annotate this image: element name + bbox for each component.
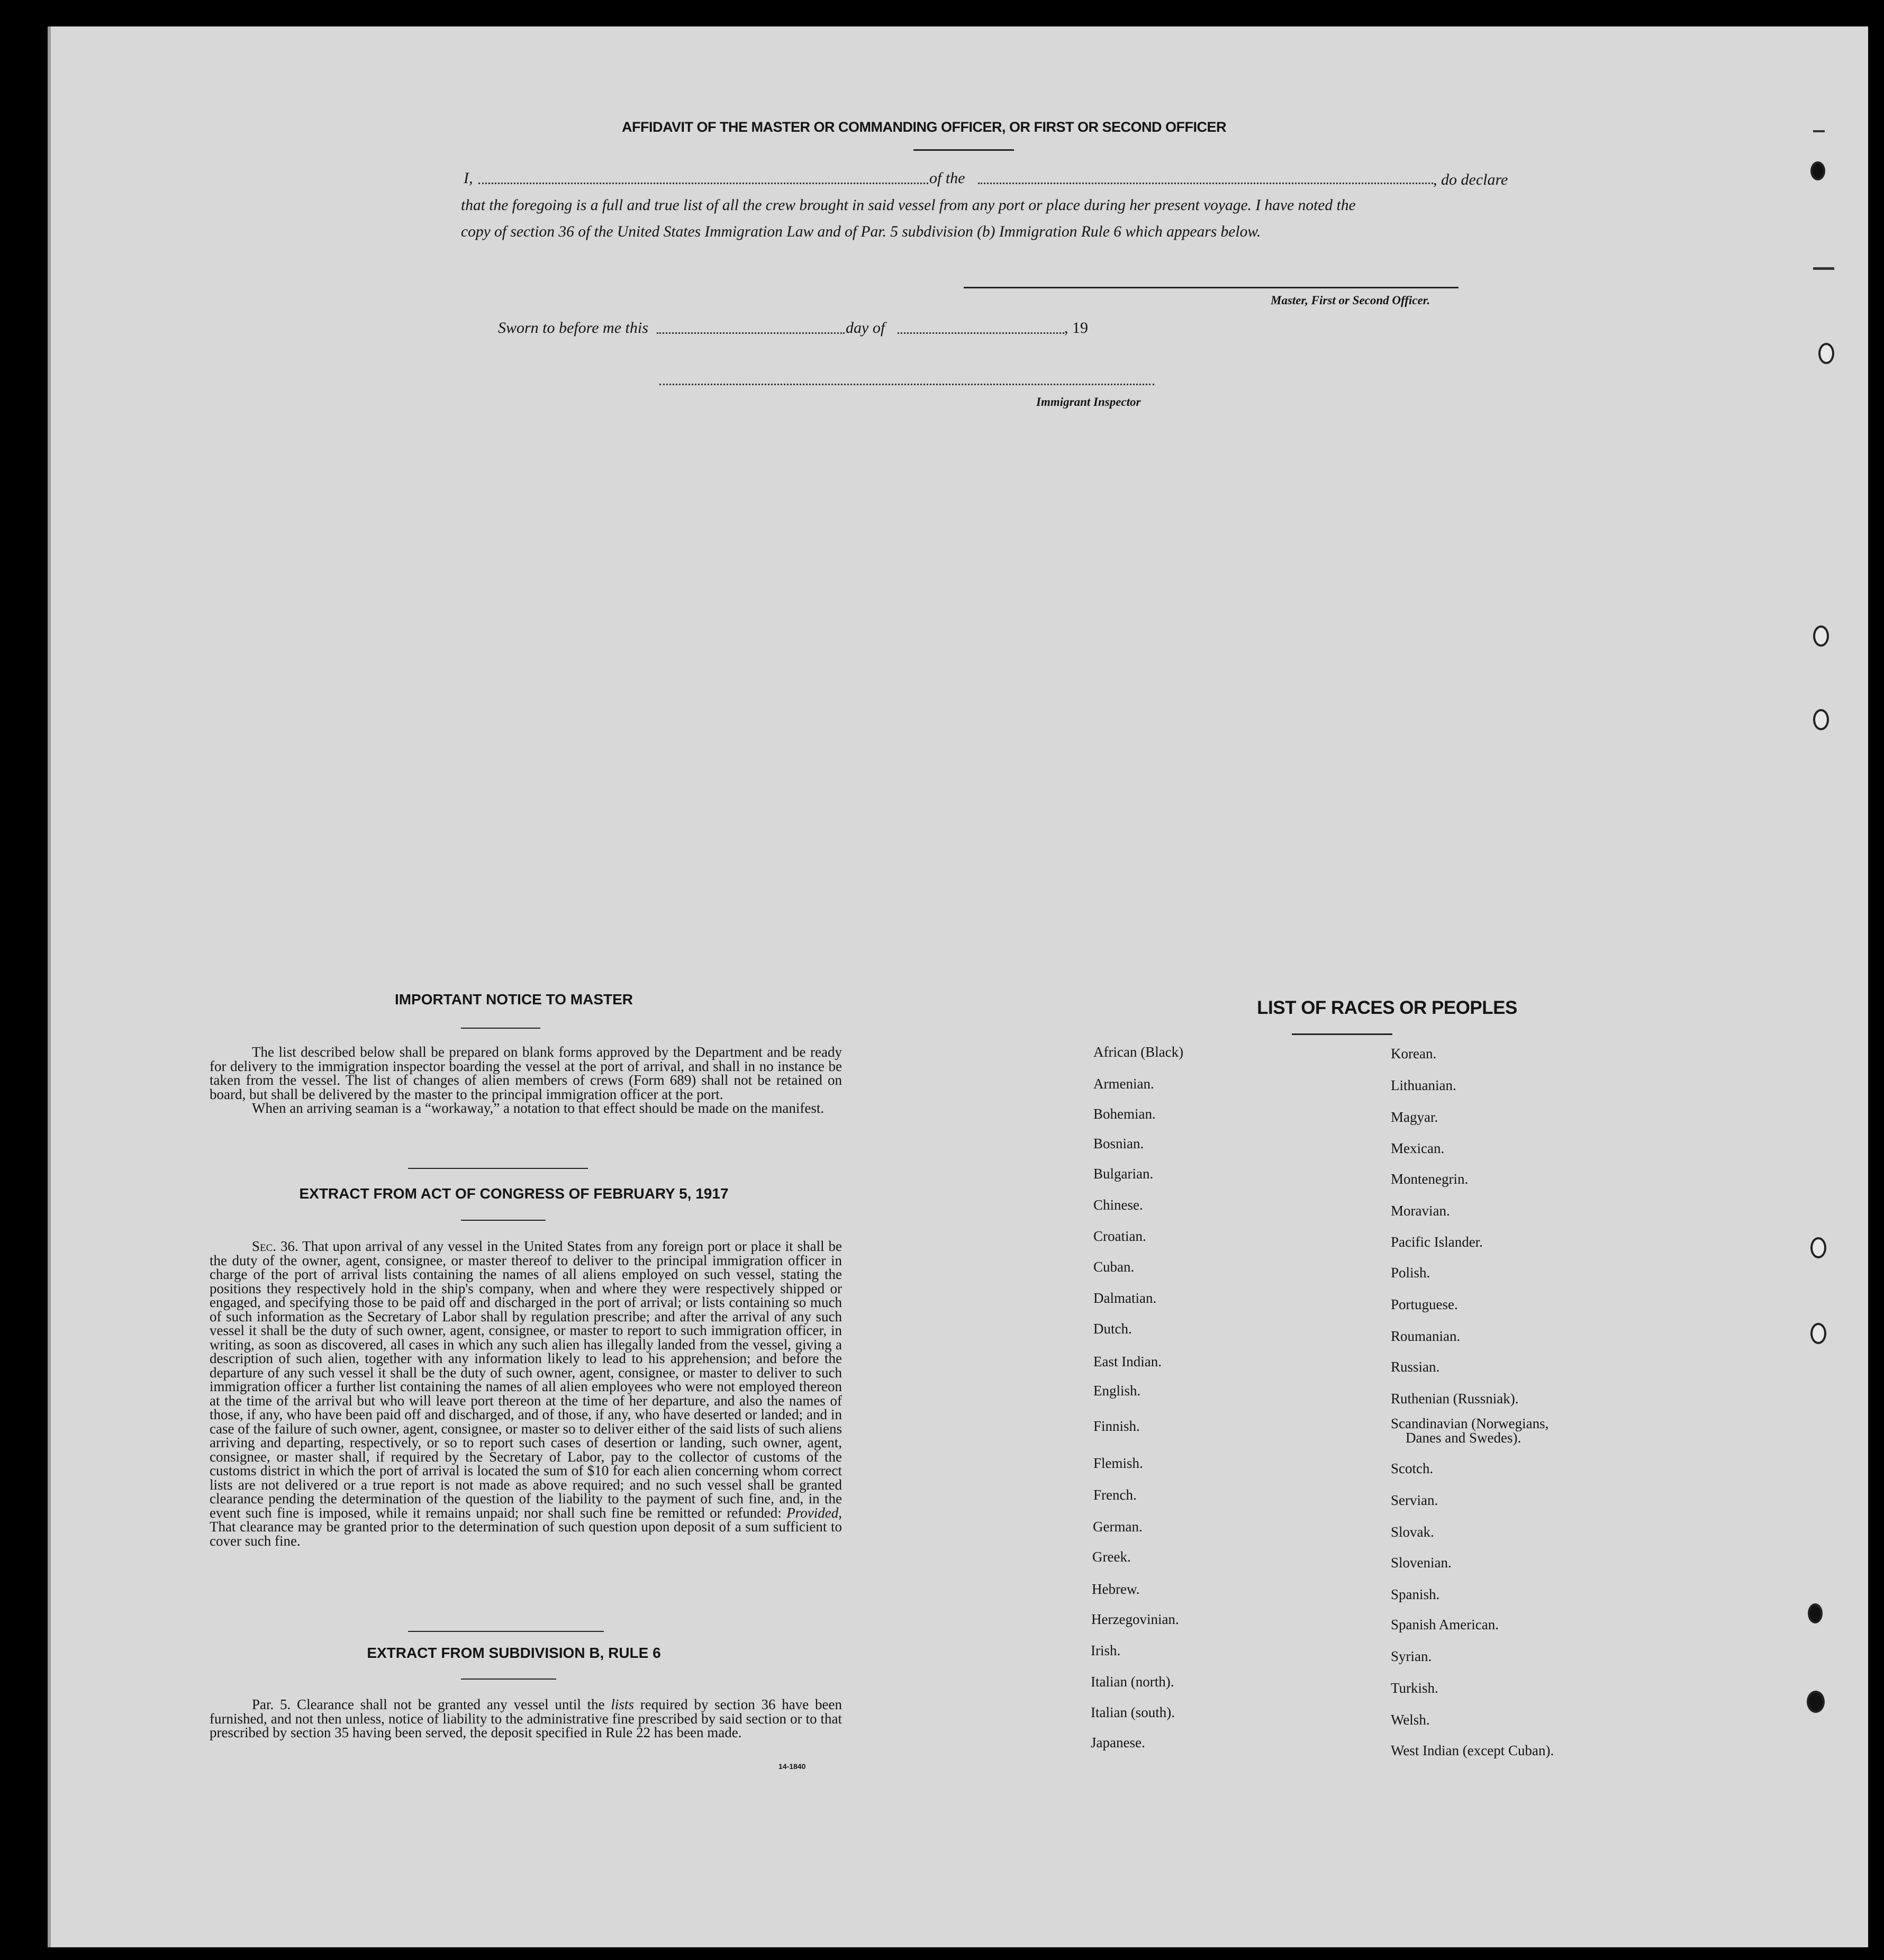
- notice-divider: [408, 1168, 588, 1169]
- race-item: Greek.: [1092, 1549, 1131, 1565]
- sworn-month-blank: [898, 332, 1064, 334]
- race-item: African (Black): [1093, 1044, 1184, 1060]
- race-item: Russian.: [1391, 1359, 1440, 1375]
- rule-text-a: Par. 5. Clearance shall not be granted any vessel until the: [252, 1696, 605, 1712]
- race-item: Dutch.: [1093, 1321, 1132, 1337]
- year-label: , 19: [1064, 319, 1088, 337]
- race-item: Dalmatian.: [1093, 1290, 1157, 1306]
- race-item: Roumanian.: [1391, 1328, 1461, 1344]
- race-item: Japanese.: [1091, 1735, 1145, 1750]
- race-item: Cuban.: [1093, 1259, 1135, 1275]
- do-declare-label: , do declare: [1433, 171, 1508, 188]
- race-item: Portuguese.: [1391, 1296, 1458, 1312]
- race-item: Spanish.: [1391, 1586, 1440, 1602]
- act-rule: [461, 1220, 546, 1221]
- rule-title: EXTRACT FROM SUBDIVISION B, RULE 6: [367, 1645, 661, 1661]
- rule-body: [210, 1698, 842, 1740]
- rule-rule: [461, 1678, 556, 1680]
- race-item: East Indian.: [1093, 1354, 1162, 1369]
- notice-rule: [461, 1028, 540, 1029]
- vessel-blank: [978, 183, 1433, 184]
- of-the-label: of the: [929, 169, 965, 187]
- day-of-label: day of: [846, 319, 885, 337]
- race-item: English.: [1093, 1383, 1141, 1399]
- inspector-signature-line: [659, 384, 1154, 385]
- binder-hole: [1808, 1603, 1823, 1623]
- affidavit-line-1: [464, 169, 473, 187]
- binder-hole: [1813, 709, 1829, 730]
- race-item: Bohemian.: [1093, 1106, 1156, 1122]
- race-item: Chinese.: [1093, 1197, 1143, 1213]
- race-item: Turkish.: [1391, 1680, 1438, 1696]
- race-item: Scotch.: [1391, 1460, 1434, 1476]
- race-item: Croatian.: [1093, 1228, 1146, 1244]
- race-item: Herzegovinian.: [1091, 1611, 1179, 1627]
- race-item: Servian.: [1391, 1492, 1438, 1508]
- race-item: Bosnian.: [1093, 1136, 1144, 1151]
- lists-word: lists: [611, 1696, 634, 1712]
- race-item: Irish.: [1091, 1643, 1121, 1658]
- document-page: [48, 26, 1868, 1947]
- race-item: Armenian.: [1093, 1076, 1154, 1092]
- races-title: LIST OF RACES OR PEOPLES: [1257, 997, 1517, 1018]
- notice-paragraph-1: The list described below shall be prepared on blank forms approved by the Department and be ready for delivery to the immigration inspector boarding the vessel at the port of arrival, and shall in no instance be taken from the vessel. The list of changes of alien members of crews (Form 689) shall not be retained on board, but shall be delivered by the master to the principal immigration officer at the port.: [210, 1044, 842, 1102]
- binder-hole: [1807, 1691, 1825, 1713]
- signature-label: Master, First or Second Officer.: [1271, 294, 1430, 307]
- races-rule: [1292, 1033, 1392, 1035]
- act-text-end: That clearance may be granted prior to the determination of such question upon deposit of a sum sufficient to cover such fine.: [210, 1519, 842, 1549]
- rule-paragraph: [210, 1698, 842, 1740]
- name-blank: [478, 183, 928, 184]
- race-item: Pacific Islander.: [1391, 1234, 1483, 1250]
- binder-hole: [1813, 625, 1829, 647]
- notice-body: [210, 1045, 842, 1115]
- race-item: Polish.: [1391, 1265, 1430, 1281]
- act-text: That upon arrival of any vessel in the United States from any foreign port or place it shall be the duty of the owner, agent, consignee, or master thereof to deliver to the principal immigration officer in charge of the port of arrival lists containing the names of all aliens employed on such vessel, stating the positions they respectively hold in the ship's company, when and where they were respectively shipped or engaged, and specifying those to be paid off and discharged in the port of arrival; or lists containing so much of such information as the Secretary of Labor shall by regulation prescribe; and after the arrival of any such vessel it shall be the duty of such owner, agent, consignee, or master to report to such immigration officer, in writing, as soon as discovered, all cases in which any such alien has illegally landed from the vessel, giving a description of such alien, together with any information likely to lead to his apprehension; and before the departure of any such vessel it shall be the duty of such owner, agent, consignee, or master to deliver to such immigration officer a further list containing the names of all alien employees who were not employed thereon at the time of the arrival but who will leave port thereon at the time of her departure, and also the names of those, if any, who have been paid off and discharged, and of those, if any, who have deserted or landed; and in case of the failure of such owner, agent, consignee, or master so to deliver either of the said lists of such aliens arriving and departing, respectively, or so to report such cases of desertion or landing, such owner, agent, consignee, or master shall, if required by the Secretary of Labor, pay to the collector of customs of the customs district in which the port of arrival is located the sum of $10 for each alien concerning whom correct lists are not delivered or a true report is not made as above required; and no such vessel shall be granted clearance pending the determination of the question of the liability to the payment of such fine, and, in the event such fine is imposed, while it remains unpaid; nor shall such fine be remitted or refunded:: [210, 1238, 842, 1521]
- notice-paragraph-2: When an arriving seaman is a “workaway,” a notation to that effect should be made on the manifest.: [252, 1100, 825, 1116]
- race-item: West Indian (except Cuban).: [1391, 1743, 1554, 1758]
- affidavit-title: AFFIDAVIT OF THE MASTER OR COMMANDING OFFICER, OR FIRST OR SECOND OFFICER: [622, 119, 1226, 135]
- signature-line: [964, 287, 1459, 288]
- race-item: Montenegrin.: [1391, 1171, 1469, 1187]
- inspector-label: Immigrant Inspector: [1036, 395, 1141, 409]
- sworn-day-blank: [657, 332, 845, 334]
- binder-hole: [1810, 1323, 1826, 1344]
- affidavit-title-rule: [913, 149, 1014, 151]
- rule-text-b: required by section 36 have been furnished, and not then unless, notice of liability to the administrative fine prescribed by said section or to that prescribed by section 35 having been served, the deposit specified in Rule 22 has been made.: [210, 1696, 842, 1740]
- act-title: EXTRACT FROM ACT OF CONGRESS OF FEBRUARY 5, 1917: [299, 1185, 729, 1202]
- race-item: Lithuanian.: [1391, 1077, 1456, 1093]
- race-item: Danes and Swedes).: [1406, 1430, 1521, 1446]
- race-item: Korean.: [1391, 1046, 1437, 1061]
- race-item: German.: [1093, 1519, 1143, 1535]
- sec-label: Sec. 36.: [252, 1238, 298, 1254]
- binder-hole: [1810, 1237, 1826, 1258]
- binder-hole: [1818, 343, 1834, 364]
- race-item: Scandinavian (Norwegians,: [1391, 1415, 1549, 1431]
- race-item: Hebrew.: [1092, 1581, 1140, 1597]
- act-divider: [408, 1631, 604, 1632]
- edge-mark: [1813, 267, 1834, 270]
- race-item: Ruthenian (Russniak).: [1391, 1391, 1519, 1407]
- race-item: Magyar.: [1391, 1109, 1438, 1125]
- race-item: Mexican.: [1391, 1140, 1445, 1156]
- notice-title: IMPORTANT NOTICE TO MASTER: [394, 991, 633, 1008]
- race-item: Syrian.: [1391, 1648, 1432, 1664]
- affidavit-line-3: copy of section 36 of the United States Immigration Law and of Par. 5 subdivision (b) Immigration Rule 6 which appears below.: [461, 223, 1261, 240]
- race-item: Italian (north).: [1091, 1674, 1174, 1690]
- race-item: Italian (south).: [1091, 1704, 1175, 1720]
- race-item: Spanish American.: [1391, 1617, 1499, 1632]
- edge-mark: [1813, 130, 1825, 132]
- race-item: Bulgarian.: [1093, 1166, 1154, 1182]
- i-label: I,: [464, 169, 473, 187]
- race-item: Flemish.: [1093, 1455, 1143, 1471]
- binder-hole: [1810, 161, 1825, 180]
- race-item: Finnish.: [1093, 1418, 1140, 1434]
- provided-word: Provided,: [786, 1504, 842, 1521]
- act-body: [210, 1239, 842, 1548]
- race-item: French.: [1093, 1487, 1137, 1503]
- race-item: Slovak.: [1391, 1524, 1434, 1540]
- affidavit-line-2: that the foregoing is a full and true list of all the crew brought in said vessel from any port or place during her present voyage. I have noted the: [461, 197, 1356, 214]
- race-item: Welsh.: [1391, 1712, 1430, 1728]
- race-item: Moravian.: [1391, 1203, 1450, 1219]
- sworn-label: Sworn to before me this: [498, 319, 648, 337]
- form-number: 14-1840: [778, 1762, 806, 1771]
- act-paragraph: [210, 1239, 842, 1548]
- race-item: Slovenian.: [1391, 1555, 1452, 1571]
